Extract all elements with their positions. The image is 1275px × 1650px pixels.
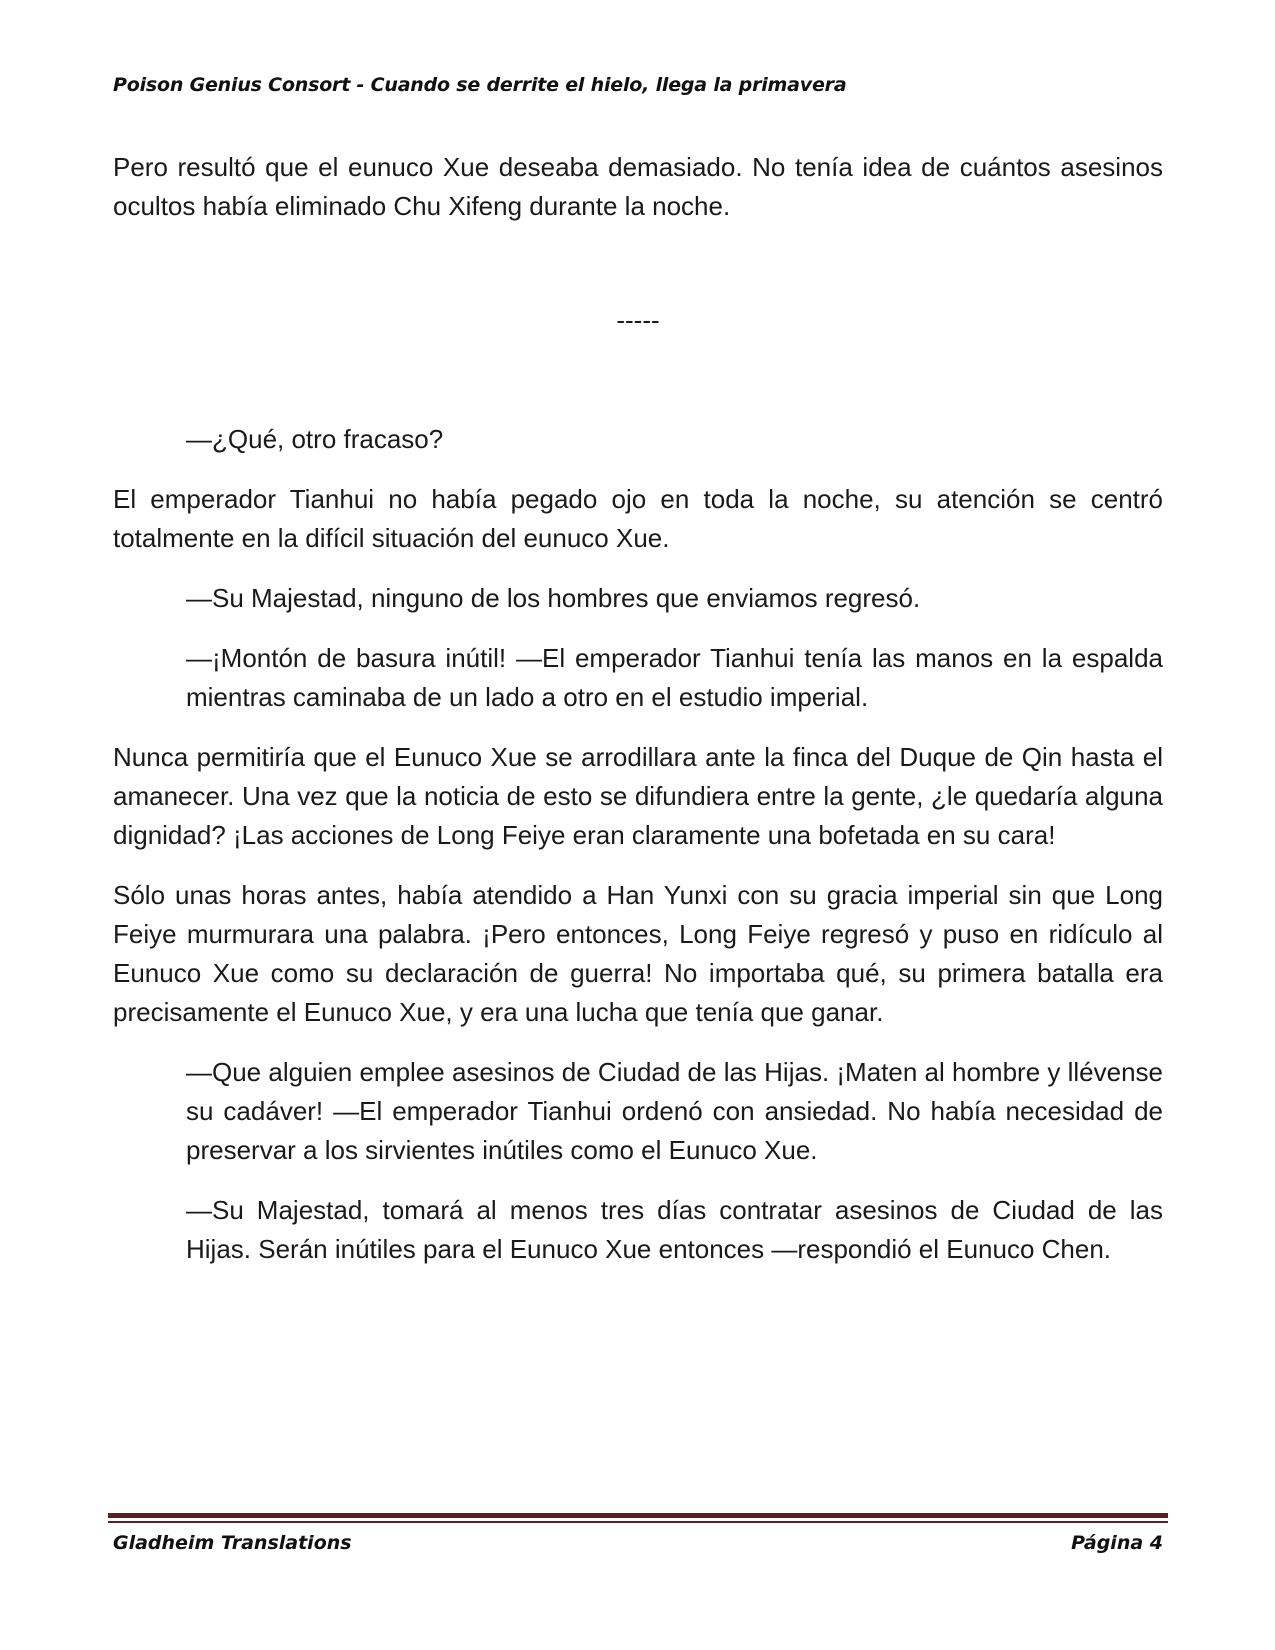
paragraph: Pero resultó que el eunuco Xue deseaba demasiado. No tenía idea de cuántos asesinos ocultos había eliminado Chu Xifeng durante la noche. <box>113 152 1163 221</box>
page-number: Página 4 <box>1071 1532 1163 1554</box>
paragraph: Sólo unas horas antes, había atendido a Han Yunxi con su gracia imperial sin que Long Feiye murmurara una palabra. ¡Pero entonces, Long Feiye regresó y puso en ridículo al Eunuco Xue como su declaración de guerra! No importaba qué, su primera batalla era precisamente el Eunuco Xue, y era una lucha que tenía que ganar. <box>113 880 1163 1027</box>
dialogue-paragraph: —Que alguien emplee asesinos de Ciudad de las Hijas. ¡Maten al hombre y llévense su cadáver! —El emperador Tianhui ordenó con ansiedad. No había necesidad de preservar a los sirvientes inútiles como el Eunuco Xue. <box>186 1057 1163 1165</box>
paragraph: Nunca permitiría que el Eunuco Xue se arrodillara ante la finca del Duque de Qin hasta el amanecer. Una vez que la noticia de esto se difundiera entre la gente, ¿le quedaría alguna dignidad? ¡Las acciones de Long Feiye eran claramente una bofetada en su cara! <box>113 742 1163 850</box>
dialogue-paragraph: —Su Majestad, ninguno de los hombres que enviamos regresó. <box>186 583 921 613</box>
dialogue-paragraph: —¿Qué, otro fracaso? <box>186 424 444 454</box>
footer-rule <box>108 1513 1168 1518</box>
page-body <box>113 148 1163 1290</box>
footer-rule-thin <box>108 1521 1168 1523</box>
running-header: Poison Genius Consort - Cuando se derrite el hielo, llega la primavera <box>113 74 847 96</box>
footer-publisher: Gladheim Translations <box>113 1532 352 1554</box>
paragraph: El emperador Tianhui no había pegado ojo en toda la noche, su atención se centró totalmente en la difícil situación del eunuco Xue. <box>113 484 1163 553</box>
dialogue-paragraph: —¡Montón de basura inútil! —El emperador Tianhui tenía las manos en la espalda mientras caminaba de un lado a otro en el estudio imperial. <box>186 643 1163 712</box>
scene-separator: ----- <box>616 305 660 335</box>
dialogue-paragraph: —Su Majestad, tomará al menos tres días contratar asesinos de Ciudad de las Hijas. Serán inútiles para el Eunuco Xue entonces —respondió el Eunuco Chen. <box>186 1195 1163 1264</box>
